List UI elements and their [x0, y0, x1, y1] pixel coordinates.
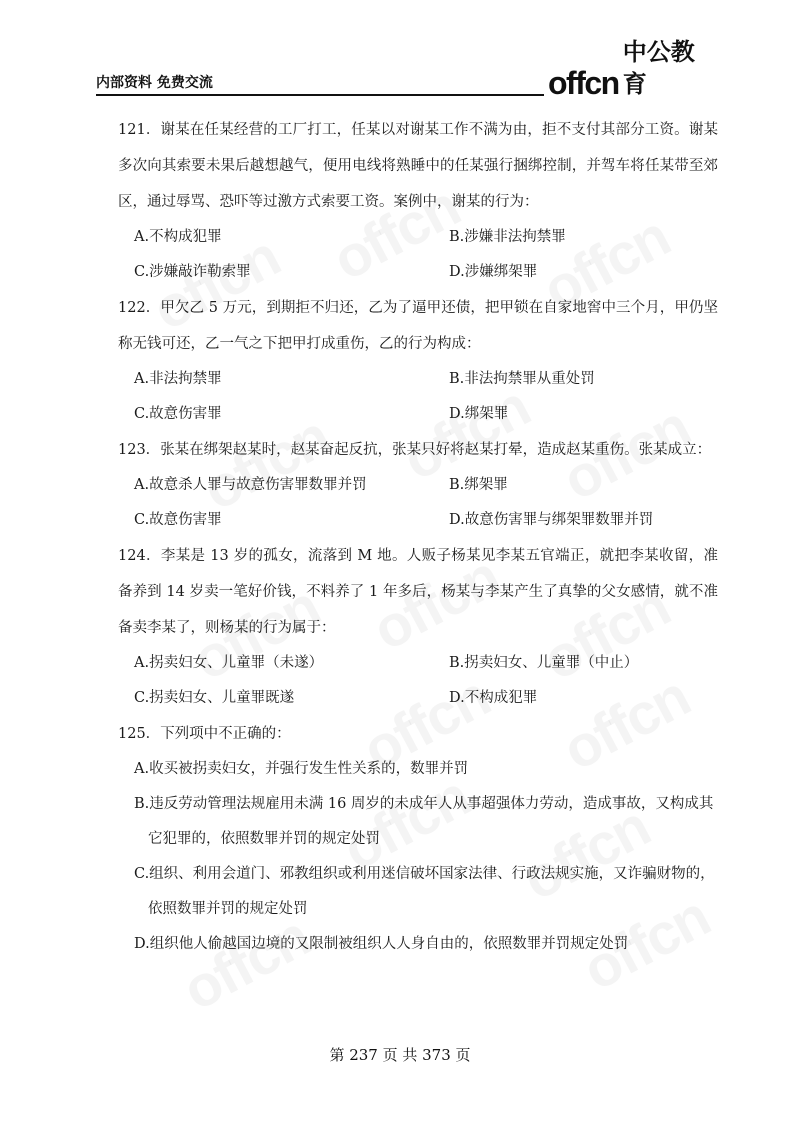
question-122: [118, 290, 718, 432]
option-grid: [118, 468, 718, 538]
offcn-logo: [548, 38, 706, 101]
option-grid: [118, 362, 718, 432]
question-stem: [118, 290, 718, 362]
question-number: 125．: [118, 726, 161, 742]
header-label: 内部资料 免费交流: [96, 75, 213, 91]
question-121: [118, 112, 718, 290]
page-header: [96, 38, 706, 101]
question-number: 121．: [118, 122, 161, 138]
option-d: D.绑架罪: [449, 406, 509, 422]
question-number: 123．: [118, 442, 161, 458]
question-125: [118, 716, 718, 962]
option-d: D.故意伤害罪与绑架罪数罪并罚: [449, 512, 654, 528]
question-124: [118, 538, 718, 716]
option-c: C.拐卖妇女、儿童罪既遂: [134, 690, 295, 706]
option-a: A.非法拘禁罪: [134, 371, 222, 387]
option-b: B.非法拘禁罪从重处罚: [449, 371, 595, 387]
option-c: C.组织、利用会道门、邪教组织或利用迷信破坏国家法律、行政法规实施，又诈骗财物的，依照数罪并罚的规定处罚: [134, 866, 715, 917]
question-list: [118, 112, 718, 962]
option-d: D.涉嫌绑架罪: [449, 264, 538, 280]
option-b: B.拐卖妇女、儿童罪（中止）: [449, 655, 639, 671]
option-a: A.拐卖妇女、儿童罪（未遂）: [134, 655, 324, 671]
option-d: D.不构成犯罪: [449, 690, 538, 706]
page-number: 第 237 页 共 373 页: [329, 1046, 471, 1064]
question-number: 124．: [118, 548, 161, 564]
logo-chinese: 中公教育: [622, 38, 695, 98]
question-text: 张某在绑架赵某时，赵某奋起反抗，张某只好将赵某打晕，造成赵某重伤。张某成立：: [160, 442, 712, 458]
option-a: A.收买被拐卖妇女，并强行发生性关系的，数罪并罚: [134, 761, 469, 777]
question-number: 122．: [118, 300, 161, 316]
option-b: B.绑架罪: [449, 477, 508, 493]
header-rule: [96, 94, 544, 96]
question-text: 甲欠乙 5 万元，到期拒不归还，乙为了逼甲还债，把甲锁在自家地窖中三个月，甲仍坚称无钱可还，乙一气之下把甲打成重伤，乙的行为构成：: [118, 300, 718, 352]
question-123: [118, 432, 718, 538]
option-a: A.不构成犯罪: [134, 229, 222, 245]
option-grid: [118, 220, 718, 290]
option-grid: [118, 646, 718, 716]
option-b: B.违反劳动管理法规雇用未满 16 周岁的未成年人从事超强体力劳动，造成事故，又构成其它犯罪的，依照数罪并罚的规定处罚: [134, 796, 714, 847]
question-stem: [118, 112, 718, 220]
question-text: 李某是 13 岁的孤女，流落到 M 地。人贩子杨某见李某五官端正，就把李某收留，准备养到 14 岁卖一笔好价钱，不料养了 1 年多后，杨某与李某产生了真挚的父女感情，就不准备卖李某了，则杨某的行为属于：: [118, 548, 718, 636]
option-c: C.涉嫌敲诈勒索罪: [134, 264, 251, 280]
question-stem: [118, 432, 718, 468]
logo-wordmark: offcn: [548, 65, 619, 101]
question-text: 下列项中不正确的：: [160, 726, 291, 742]
option-a: A.故意杀人罪与故意伤害罪数罪并罚: [134, 477, 367, 493]
option-c: C.故意伤害罪: [134, 512, 222, 528]
option-d: D.组织他人偷越国边境的又限制被组织人人身自由的，依照数罪并罚规定处罚: [134, 936, 629, 952]
option-c: C.故意伤害罪: [134, 406, 222, 422]
question-stem: [118, 538, 718, 646]
question-text: 谢某在任某经营的工厂打工，任某以对谢某工作不满为由，拒不支付其部分工资。谢某多次向其索要未果后越想越气，便用电线将熟睡中的任某强行捆绑控制，并驾车将任某带至郊区，通过辱骂、恐吓等过激方式索要工资。案例中，谢某的行为：: [118, 122, 718, 210]
option-list: [118, 752, 718, 962]
question-stem: [118, 716, 718, 752]
option-b: B.涉嫌非法拘禁罪: [449, 229, 566, 245]
